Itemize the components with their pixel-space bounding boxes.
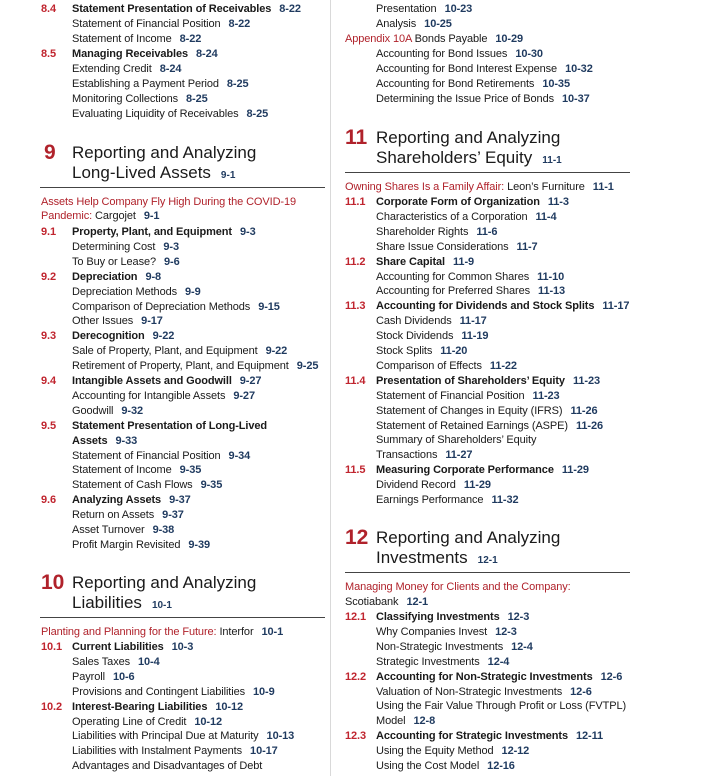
entry-title: Share Capital — [376, 255, 446, 268]
entry-page: 11-32 — [491, 494, 519, 506]
entry-title: Using the Equity Method — [376, 745, 494, 758]
toc-subentry[interactable] — [376, 448, 472, 462]
chapter-title-line1: Reporting and Analyzing — [72, 143, 257, 162]
entry-page: 9-22 — [265, 345, 288, 358]
toc-subentry[interactable] — [376, 210, 557, 224]
toc-subentry[interactable] — [376, 225, 497, 239]
appendix-entry: Appendix 10A Bonds Payable 10-29 — [345, 33, 524, 45]
entry-title: Why Companies Invest — [376, 625, 488, 638]
entry-page: 11-7 — [516, 240, 538, 253]
entry-page: 12-11 — [576, 730, 604, 743]
column-divider — [330, 0, 331, 776]
chapter-rule — [40, 617, 325, 618]
entry-page: 11-9 — [453, 255, 475, 268]
chapter-page: 12-1 — [477, 555, 498, 566]
entry-title: Determining the Issue Price of Bonds — [376, 93, 554, 105]
entry-page: 10-23 — [444, 3, 473, 15]
entry-page: 9-35 — [200, 479, 223, 492]
toc-section-entry[interactable] — [376, 729, 603, 743]
toc-subentry[interactable] — [72, 285, 201, 299]
entry-page: 8-25 — [246, 108, 269, 120]
entry-page: 9-37 — [162, 509, 184, 522]
toc-subentry[interactable] — [72, 670, 135, 684]
entry-page: 11-27 — [445, 449, 473, 462]
toc-section-entry[interactable] — [72, 493, 191, 507]
entry-page: 9-3 — [163, 240, 179, 253]
entry-title: Statement of Changes in Equity (IFRS) — [376, 404, 563, 417]
entry-page: 9-6 — [164, 255, 180, 268]
entry-title: Depreciation — [72, 270, 138, 283]
entry-title: Accounting for Dividends and Stock Splits — [376, 300, 595, 313]
toc-subentry[interactable] — [72, 434, 137, 448]
entry-title: Valuation of Non-Strategic Investments — [376, 685, 563, 698]
entry-page: 9-38 — [152, 524, 175, 536]
toc-subentry[interactable] — [376, 625, 517, 639]
toc-section-entry[interactable] — [72, 374, 261, 388]
entry-page: 10-35 — [542, 78, 570, 90]
toc-subentry[interactable] — [376, 419, 603, 433]
toc-section-entry[interactable] — [72, 47, 218, 61]
entry-title: Depreciation Methods — [72, 285, 178, 298]
chapter-title-line2: Long-Lived Assets 9-1 — [72, 163, 236, 182]
entry-title: Statement Presentation of Long-Lived — [72, 419, 268, 432]
entry-title: Intangible Assets and Goodwill — [72, 375, 232, 387]
chapter-feature-line1: Assets Help Company Fly High During the COVID-19 — [41, 196, 297, 208]
entry-title: Liabilities with Principal Due at Maturity — [72, 730, 259, 743]
toc-subentry[interactable] — [376, 92, 590, 106]
entry-title: Evaluating Liquidity of Receivables — [72, 108, 239, 120]
entry-title: Goodwill — [72, 404, 114, 417]
entry-page: 11-4 — [535, 210, 557, 223]
toc-section-entry[interactable] — [376, 463, 589, 477]
entry-title: Accounting for Bond Issues — [376, 48, 508, 60]
entry-page: 12-3 — [495, 625, 517, 638]
toc-section-entry[interactable] — [72, 2, 301, 16]
section-number: 10.2 — [41, 700, 63, 713]
entry-title: Stock Dividends — [376, 330, 454, 343]
entry-title: Classifying Investments — [376, 611, 500, 623]
entry-title: Characteristics of a Corporation — [376, 210, 528, 223]
section-number: 9.4 — [41, 375, 56, 387]
entry-page: 10-12 — [215, 700, 243, 713]
toc-subentry[interactable] — [72, 389, 255, 403]
entry-title: Sales Taxes — [72, 655, 131, 668]
toc-subentry[interactable] — [376, 17, 452, 31]
entry-page: 9-34 — [228, 449, 251, 462]
entry-title: Asset Turnover — [72, 524, 145, 536]
entry-page: 10-25 — [424, 18, 452, 30]
entry-title: Strategic Investments — [376, 655, 480, 668]
toc-subentry[interactable] — [376, 314, 487, 328]
toc-subentry[interactable] — [72, 685, 275, 699]
entry-title: Accounting for Preferred Shares — [376, 285, 531, 298]
toc-subentry[interactable] — [72, 17, 250, 31]
entry-page: 9-27 — [239, 375, 262, 387]
toc-section-entry[interactable] — [376, 299, 629, 313]
entry-page: 9-25 — [296, 360, 319, 373]
entry-title: Corporate Form of Organization — [376, 196, 540, 208]
entry-page: 8-22 — [279, 3, 301, 15]
entry-title: Analyzing Assets — [72, 494, 162, 507]
entry-page: 12-4 — [487, 655, 510, 668]
entry-title: Shareholder Rights — [376, 225, 469, 238]
entry-title: Accounting for Intangible Assets — [72, 389, 226, 402]
toc-subentry[interactable] — [72, 32, 201, 46]
toc-subentry[interactable] — [72, 449, 250, 463]
entry-title: Presentation — [376, 3, 437, 15]
section-number: 9.5 — [41, 419, 56, 432]
entry-page: 11-29 — [463, 479, 491, 492]
entry-title: Stock Splits — [376, 345, 433, 357]
entry-title: Operating Line of Credit — [72, 715, 187, 728]
toc-section-entry[interactable] — [376, 374, 600, 388]
entry-title: Dividend Record — [376, 479, 456, 492]
chapter-rule — [40, 187, 325, 188]
entry-page: 11-10 — [537, 270, 565, 283]
toc-subentry[interactable] — [72, 463, 201, 477]
entry-title: Assets — [72, 434, 108, 447]
entry-title: Property, Plant, and Equipment — [72, 226, 232, 238]
entry-page: 10-4 — [138, 655, 160, 668]
entry-page: 8-24 — [196, 48, 218, 60]
entry-page: 10-6 — [112, 670, 135, 683]
chapter-page: 10-1 — [151, 600, 172, 611]
entry-title: Analysis — [376, 18, 417, 30]
toc-subentry[interactable] — [376, 433, 536, 447]
section-number: 10.1 — [41, 641, 63, 653]
entry-title: Statement of Financial Position — [72, 449, 221, 462]
entry-page: 11-3 — [547, 196, 569, 208]
entry-title: Using the Cost Model — [376, 760, 480, 772]
toc-subentry[interactable] — [376, 714, 435, 728]
entry-title: Provisions and Contingent Liabilities — [72, 685, 246, 698]
entry-title: Non-Strategic Investments — [376, 640, 504, 653]
entry-page: 11-26 — [570, 404, 598, 417]
entry-page: 8-22 — [179, 33, 202, 45]
chapter-number: 10 — [41, 571, 65, 594]
entry-page: 10-13 — [266, 730, 295, 743]
chapter-title-line2: Liabilities 10-1 — [72, 593, 172, 612]
toc-subentry[interactable] — [72, 344, 287, 358]
entry-page: 10-3 — [171, 641, 194, 653]
section-number: 8.4 — [41, 3, 56, 15]
chapter-feature-line1: Managing Money for Clients and the Company: — [345, 581, 571, 593]
entry-page: 11-23 — [572, 374, 600, 387]
chapter-rule — [345, 172, 630, 173]
toc-subentry[interactable] — [376, 744, 529, 758]
entry-page: 11-6 — [476, 225, 498, 238]
section-number: 9.1 — [41, 226, 56, 238]
toc-subentry[interactable] — [376, 359, 517, 373]
entry-page: 11-13 — [538, 285, 566, 298]
toc-subentry[interactable] — [376, 389, 560, 403]
toc-subentry[interactable] — [72, 240, 179, 254]
chapter-title-line1: Reporting and Analyzing — [376, 128, 561, 147]
entry-page: 9-3 — [239, 226, 256, 238]
toc-subentry[interactable] — [376, 329, 488, 343]
entry-page: 12-6 — [600, 670, 623, 683]
toc-subentry[interactable] — [376, 404, 597, 418]
chapter-feature: Owning Shares Is a Family Affair: Leon’s Furniture 11-1 — [345, 181, 614, 193]
toc-subentry[interactable] — [376, 77, 570, 91]
entry-title: Advantages and Disadvantages of Debt — [72, 760, 263, 773]
entry-page: 9-27 — [233, 389, 255, 402]
section-number: 11.3 — [345, 300, 366, 313]
entry-page: 11-23 — [532, 389, 560, 402]
chapter-number: 12 — [345, 526, 369, 549]
entry-page: 12-16 — [487, 760, 515, 772]
entry-title: Accounting for Common Shares — [376, 270, 530, 283]
chapter-number: 11 — [345, 126, 368, 149]
entry-page: 11-26 — [575, 419, 603, 432]
entry-title: Statement of Retained Earnings (ASPE) — [376, 419, 568, 432]
entry-title: Sale of Property, Plant, and Equipment — [72, 345, 258, 358]
entry-page: 11-17 — [602, 300, 630, 313]
entry-title: Statement of Financial Position — [376, 389, 525, 402]
toc-subentry[interactable] — [72, 314, 163, 328]
chapter-title-line2: Shareholders’ Equity 11-1 — [376, 148, 562, 167]
entry-title: Other Issues — [72, 315, 134, 328]
entry-page: 9-17 — [141, 315, 163, 328]
entry-title: Statement of Financial Position — [72, 18, 221, 30]
toc-subentry[interactable] — [376, 640, 533, 654]
entry-page: 9-35 — [179, 464, 202, 477]
toc-subentry[interactable] — [72, 300, 280, 314]
toc-subentry[interactable] — [72, 655, 160, 669]
chapter-feature-line2: Pandemic: Cargojet 9-1 — [41, 210, 160, 222]
entry-title: Comparison of Effects — [376, 359, 482, 372]
toc-subentry[interactable] — [376, 655, 509, 669]
entry-page: 10-12 — [194, 715, 223, 728]
entry-page: 12-3 — [507, 611, 530, 623]
entry-page: 11-22 — [489, 359, 517, 372]
entry-title: Retirement of Property, Plant, and Equipment — [72, 360, 289, 373]
section-number: 12.3 — [345, 730, 367, 743]
section-number: 12.2 — [345, 670, 367, 683]
entry-page: 10-17 — [250, 745, 278, 758]
entry-page: 8-24 — [159, 63, 182, 75]
toc-section-entry[interactable] — [72, 640, 193, 654]
toc-subentry[interactable] — [72, 729, 294, 743]
chapter-title-line1: Reporting and Analyzing — [72, 573, 257, 592]
chapter-number: 9 — [44, 141, 56, 164]
toc-section-entry[interactable] — [376, 195, 569, 209]
entry-title: Accounting for Strategic Investments — [376, 730, 568, 743]
toc-section-entry[interactable] — [376, 610, 529, 624]
toc-subentry[interactable] — [72, 478, 222, 492]
toc-section-entry[interactable] — [72, 419, 267, 433]
toc-subentry[interactable] — [72, 92, 208, 106]
entry-page: 12-12 — [501, 745, 530, 758]
entry-title: Statement of Income — [72, 464, 172, 477]
entry-page: 11-19 — [461, 330, 489, 343]
entry-title: Interest-Bearing Liabilities — [72, 700, 208, 713]
toc-subentry[interactable] — [376, 699, 626, 713]
toc-section-entry[interactable] — [376, 255, 474, 269]
chapter-title-line2: Investments 12-1 — [376, 548, 498, 567]
toc-section-entry[interactable] — [72, 270, 161, 284]
entry-title: Cash Dividends — [376, 315, 452, 328]
entry-page: 9-37 — [169, 494, 191, 507]
entry-page: 12-4 — [511, 640, 533, 653]
entry-title: Return on Assets — [72, 509, 155, 522]
entry-title: Determining Cost — [72, 240, 156, 253]
toc-subentry[interactable] — [72, 759, 262, 773]
toc-subentry[interactable] — [72, 255, 180, 269]
entry-title: Model — [376, 715, 406, 728]
entry-page: 9-9 — [185, 285, 201, 298]
entry-page: 9-39 — [188, 538, 210, 551]
entry-page: 9-15 — [258, 300, 280, 313]
entry-title: Summary of Shareholders’ Equity — [376, 434, 537, 447]
toc-subentry[interactable] — [376, 62, 593, 76]
toc-subentry[interactable] — [72, 744, 278, 758]
toc-subentry[interactable] — [72, 359, 318, 373]
entry-page: 10-32 — [565, 63, 593, 75]
toc-section-entry[interactable] — [72, 700, 243, 714]
entry-page: 12-8 — [413, 715, 436, 728]
entry-title: Using the Fair Value Through Profit or Loss (FVTPL) — [376, 700, 627, 713]
section-number: 12.1 — [345, 611, 367, 623]
entry-page: 12-6 — [570, 685, 592, 698]
entry-title: Current Liabilities — [72, 641, 164, 653]
entry-title: Accounting for Bond Interest Expense — [376, 63, 558, 75]
chapter-feature: Planting and Planning for the Future: Interfor 10-1 — [41, 626, 284, 638]
entry-title: To Buy or Lease? — [72, 255, 157, 268]
toc-subentry[interactable] — [376, 344, 467, 358]
toc-subentry[interactable] — [376, 47, 543, 61]
entry-title: Establishing a Payment Period — [72, 78, 219, 90]
entry-page: 10-9 — [253, 685, 275, 698]
entry-title: Accounting for Non-Strategic Investments — [376, 670, 593, 683]
toc-section-entry[interactable] — [72, 225, 256, 239]
entry-page: 8-22 — [228, 18, 251, 30]
section-number: 8.5 — [41, 48, 56, 60]
entry-page: 10-37 — [562, 93, 590, 105]
entry-title: Managing Receivables — [72, 48, 188, 60]
entry-title: Derecognition — [72, 330, 145, 343]
toc-subentry[interactable] — [376, 284, 565, 298]
entry-title: Monitoring Collections — [72, 93, 179, 105]
entry-page: 11-20 — [440, 345, 468, 357]
toc-section-entry[interactable] — [376, 670, 622, 684]
section-number: 9.6 — [41, 494, 56, 507]
chapter-feature-line2: Scotiabank 12-1 — [345, 596, 429, 608]
section-number: 11.1 — [345, 196, 366, 208]
entry-page: 11-17 — [459, 315, 487, 328]
entry-page: 8-25 — [226, 78, 249, 90]
toc-subentry[interactable] — [72, 538, 210, 552]
toc-subentry[interactable] — [72, 62, 181, 76]
section-number: 11.5 — [345, 464, 366, 477]
entry-title: Liabilities with Instalment Payments — [72, 745, 243, 758]
toc-subentry[interactable] — [376, 493, 518, 507]
toc-subentry[interactable] — [376, 759, 515, 773]
entry-page: 11-29 — [561, 464, 589, 477]
entry-title: Statement of Cash Flows — [72, 479, 193, 492]
entry-title: Statement Presentation of Receivables — [72, 3, 272, 15]
chapter-title-line1: Reporting and Analyzing — [376, 528, 561, 547]
chapter-rule — [345, 572, 630, 573]
toc-subentry[interactable] — [72, 404, 143, 418]
entry-title: Earnings Performance — [376, 494, 484, 506]
toc-subentry[interactable] — [72, 107, 268, 121]
toc-subentry[interactable] — [376, 478, 491, 492]
toc-subentry[interactable] — [72, 508, 184, 522]
entry-page: 10-30 — [515, 48, 543, 60]
entry-title: Share Issue Considerations — [376, 240, 509, 253]
entry-page: 9-22 — [152, 330, 175, 343]
entry-page: 9-33 — [115, 434, 138, 447]
toc-subentry[interactable] — [376, 685, 592, 699]
entry-title: Accounting for Bond Retirements — [376, 78, 535, 90]
toc-subentry[interactable] — [376, 240, 538, 254]
toc-subentry[interactable] — [72, 523, 174, 537]
entry-title: Transactions — [376, 449, 438, 462]
entry-title: Payroll — [72, 670, 105, 683]
toc-subentry[interactable] — [72, 715, 222, 729]
entry-page: 8-25 — [186, 93, 208, 105]
toc-subentry[interactable] — [376, 2, 472, 16]
entry-title: Measuring Corporate Performance — [376, 464, 554, 477]
entry-title: Extending Credit — [72, 63, 152, 75]
toc-subentry[interactable] — [72, 77, 249, 91]
chapter-page: 9-1 — [220, 170, 236, 181]
entry-title: Profit Margin Revisited — [72, 538, 181, 551]
entry-title: Comparison of Depreciation Methods — [72, 300, 251, 313]
section-number: 11.2 — [345, 255, 366, 268]
toc-subentry[interactable] — [376, 270, 564, 284]
entry-title: Presentation of Shareholders’ Equity — [376, 374, 565, 387]
entry-page: 9-32 — [121, 404, 144, 417]
entry-title: Statement of Income — [72, 33, 172, 45]
section-number: 9.3 — [41, 330, 56, 343]
section-number: 11.4 — [345, 374, 366, 387]
section-number: 9.2 — [41, 270, 56, 283]
entry-page: 9-8 — [145, 270, 162, 283]
chapter-page: 11-1 — [542, 155, 562, 166]
toc-section-entry[interactable] — [72, 329, 174, 343]
